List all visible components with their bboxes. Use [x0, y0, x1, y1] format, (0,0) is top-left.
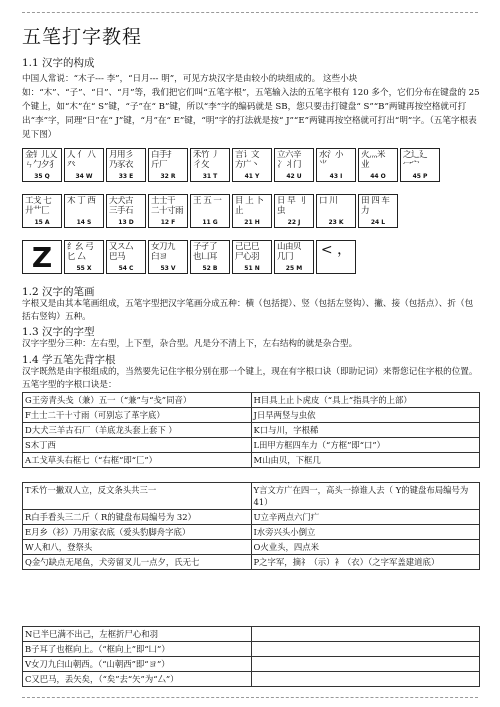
table-cell: L田甲方框四车力（“方框”即“口”）	[251, 438, 480, 453]
key-code: 11 G	[202, 219, 218, 226]
paragraph-1-4: 汉字既然是由字根组成的，当然要先记住字根分别在那一个键上，现在有字根口诀（即助记词）来帮您记住字根的位置。五笔字型的字根口诀是：	[22, 367, 478, 390]
footer-rule	[22, 697, 478, 698]
key	[358, 194, 398, 228]
heading-1-3: 1.3 汉字的字型	[22, 326, 95, 338]
key-code: 33 E	[118, 173, 134, 180]
key-code: 31 T	[202, 173, 218, 180]
key	[64, 148, 104, 182]
key-z: Z	[22, 240, 62, 274]
table-cell: S木丁西	[23, 438, 252, 453]
table-cell: Q金勺缺点无尾鱼，犬旁留叉儿一点夕，氏无七	[23, 555, 252, 570]
key-radicals: 王 五 一	[193, 196, 222, 206]
key-code: 53 V	[160, 265, 176, 272]
key-radicals: 己已巳 尸心羽	[235, 242, 260, 262]
key-code: 41 Y	[244, 173, 260, 180]
key	[22, 194, 62, 228]
key-radicals: 水氵小 ⺌	[319, 150, 344, 170]
table-cell: G王旁青头戋（兼）五一（“兼”与“戋”同音）	[23, 393, 252, 408]
key	[190, 194, 230, 228]
page-title: 五笔打字教程	[22, 26, 143, 48]
key-code: 21 H	[244, 219, 260, 226]
table-row	[23, 510, 480, 525]
key	[148, 148, 188, 182]
key-radicals: 禾竹 丿彳攵	[193, 150, 220, 170]
key	[22, 148, 62, 182]
table-row	[23, 423, 480, 438]
key-code: 51 N	[244, 265, 260, 272]
key	[148, 240, 188, 274]
table-row	[23, 672, 480, 687]
table-row	[23, 408, 480, 423]
key	[190, 240, 230, 274]
key-radicals: 纟幺 弓匕 厶	[67, 242, 94, 262]
key-radicals: 又ス厶 巴马	[109, 242, 134, 262]
key-code: 34 W	[75, 173, 93, 180]
key	[274, 148, 314, 182]
key	[106, 240, 146, 274]
table-cell: T禾竹一撇双人立，反文条头共三一	[23, 483, 252, 510]
key	[316, 148, 356, 182]
key-code: 42 U	[286, 173, 302, 180]
table-row	[23, 453, 480, 468]
key-punctuation: < ，	[316, 240, 356, 274]
table-cell	[251, 672, 480, 687]
key	[64, 194, 104, 228]
key	[106, 194, 146, 228]
key-radicals: 火灬米 业	[361, 150, 386, 170]
heading-1-1: 1.1 汉字的构成	[22, 57, 95, 69]
heading-1-2: 1.2 汉字的笔画	[22, 286, 95, 298]
key	[106, 148, 146, 182]
table-cell	[251, 642, 480, 657]
key-radicals: 大犬古 三手石	[109, 196, 134, 216]
table-row	[23, 657, 480, 672]
keyboard-row-1	[22, 148, 442, 182]
key-code: 15 A	[34, 219, 50, 226]
radical-table-2	[22, 482, 480, 570]
paragraph-1-2: 字根又是由其本笔画组成，五笔字型把汉字笔画分成五种：横（包括提）、竖（包括左竖钩）、撇、接（包括点）、折（包括右竖钩）五种。	[22, 299, 474, 322]
table-cell: O火业头，四点米	[251, 540, 480, 555]
key-code: 12 F	[160, 219, 176, 226]
header-rule	[22, 12, 478, 13]
key-code: 45 P	[412, 173, 428, 180]
radical-table-1	[22, 392, 480, 468]
table-cell: A工戈草头右框七（“右框”即“匚”）	[23, 453, 252, 468]
table-cell: V女刀九臼山朝西。（“山朝西”即“ヨ”）	[23, 657, 252, 672]
table-cell: J日早两竖与虫依	[251, 408, 480, 423]
key-code: 52 B	[202, 265, 218, 272]
key	[232, 240, 272, 274]
table-cell: R白手看头三二斤（ R的键盘布局编号为 32）	[23, 510, 252, 525]
key-code: 44 O	[370, 173, 386, 180]
key-radicals: 目 上 卜止	[235, 196, 264, 216]
heading-1-4: 1.4 学五笔先背字根	[22, 354, 116, 366]
table-cell: Y言文方广在四一，高头一捺谁人去（ Y的键盘布局编号为 41）	[251, 483, 480, 510]
key	[232, 148, 272, 182]
table-cell	[251, 627, 480, 642]
key-code: 13 D	[118, 219, 134, 226]
table-cell: N已半巳满不出己，左框折尸心和羽	[23, 627, 252, 642]
key-radicals: 工戈 七 廾艹匚	[25, 196, 52, 216]
key	[64, 240, 104, 274]
key-radicals: 白手扌 斤厂	[151, 150, 176, 170]
key-code: 35 Q	[34, 173, 50, 180]
key-code: 24 L	[370, 219, 386, 226]
table-cell: C又巴马，丢矢矣，（“矣”去“矢”为“厶”）	[23, 672, 252, 687]
key-code: 32 R	[160, 173, 176, 180]
key	[274, 194, 314, 228]
key-code: 14 S	[76, 219, 92, 226]
key-code: 55 X	[76, 265, 92, 272]
table-row	[23, 627, 480, 642]
key-radicals: 金钅儿乂 ㄣ勹夕犭	[25, 150, 58, 170]
key-radicals: 木 丁 西	[67, 196, 96, 206]
key	[316, 194, 356, 228]
key-radicals: 立六辛 冫丬门	[277, 150, 302, 170]
table-row	[23, 525, 480, 540]
key-code: 43 I	[329, 173, 343, 180]
key-radicals: 言讠文 方广丶	[235, 150, 260, 170]
table-cell: M山由贝，下框几	[251, 453, 480, 468]
key-radicals: 之辶廴 冖宀	[403, 150, 428, 170]
key-radicals: 子孑了 也凵耳	[193, 242, 218, 262]
table-cell: W人和八，登祭头	[23, 540, 252, 555]
key-code: 25 M	[285, 265, 303, 272]
table-row	[23, 438, 480, 453]
keyboard-row-3	[22, 240, 358, 274]
key-code: 23 K	[328, 219, 344, 226]
key-radicals: 女刀九 臼ヨ	[151, 242, 176, 262]
table-cell: I水旁兴头小倒立	[251, 525, 480, 540]
paragraph-1-3: 汉字字型分三种：左右型，上下型，杂合型。凡是分不清上下，左右结构的就是杂合型。	[22, 339, 358, 349]
key	[274, 240, 314, 274]
keyboard-row-2	[22, 194, 400, 228]
table-cell: F土士二干十寸雨（可别忘了革字底）	[23, 408, 252, 423]
table-row	[23, 642, 480, 657]
key	[358, 148, 398, 182]
table-cell: P之字军，摘礻（示）衤（衣）（之字军盖建道底）	[251, 555, 480, 570]
table-row	[23, 483, 480, 510]
table-cell: E月乡（衫）乃用家衣底（爱头豹脚舟字底）	[23, 525, 252, 540]
table-cell: B子耳了也框向上。（“框向上”即“凵”）	[23, 642, 252, 657]
key-radicals: 口 川	[319, 196, 338, 206]
key-radicals: 山由贝 几冂	[277, 242, 302, 262]
table-row	[23, 555, 480, 570]
key-radicals: 月用彡 乃豕衣	[109, 150, 134, 170]
key-radicals: 田 四 车力	[361, 196, 390, 216]
table-row	[23, 393, 480, 408]
table-cell: K口与川，字根稀	[251, 423, 480, 438]
key-radicals: 日 早 刂虫	[277, 196, 306, 216]
key	[232, 194, 272, 228]
table-cell	[251, 657, 480, 672]
table-cell: H目具上止卜虎皮（“具上”指具字的上部）	[251, 393, 480, 408]
key	[190, 148, 230, 182]
key-code: 22 J	[287, 219, 301, 226]
table-cell: U立辛两点六门疒	[251, 510, 480, 525]
key-radicals: 人 亻 八 癶	[67, 150, 96, 170]
key	[400, 148, 440, 182]
paragraph-1-1: 中国人常说：“木子--- 李”，“日月--- 明”，可见方块汉字是由较小的块组成的。 这些小块如：“木”、“子”、“日”、“月”等，我们把它们叫“五笔字根”，五笔输入法的五笔字根有 120 多个，它们分布在键盘的 25 个键上，如“木”在“ S”键，“子”在“ B”键，所以“李”字的编码就是 SB，您只要击打键盘“ S”“B”两键再按空格就可打出“李”字，同理“日”在“ J”键，“月”在“ E”键，“明”字的打法就是按“ J”“E”两键再按空格就可打出“明”字。（五笔字根表见下图）	[22, 74, 480, 140]
key	[148, 194, 188, 228]
key-radicals: 土士干 二十寸雨	[151, 196, 184, 216]
key-code: 54 C	[118, 265, 134, 272]
table-row	[23, 540, 480, 555]
table-cell: D大犬三羊古石厂（羊底龙头套上套下 ）	[23, 423, 252, 438]
radical-table-3	[22, 626, 480, 687]
